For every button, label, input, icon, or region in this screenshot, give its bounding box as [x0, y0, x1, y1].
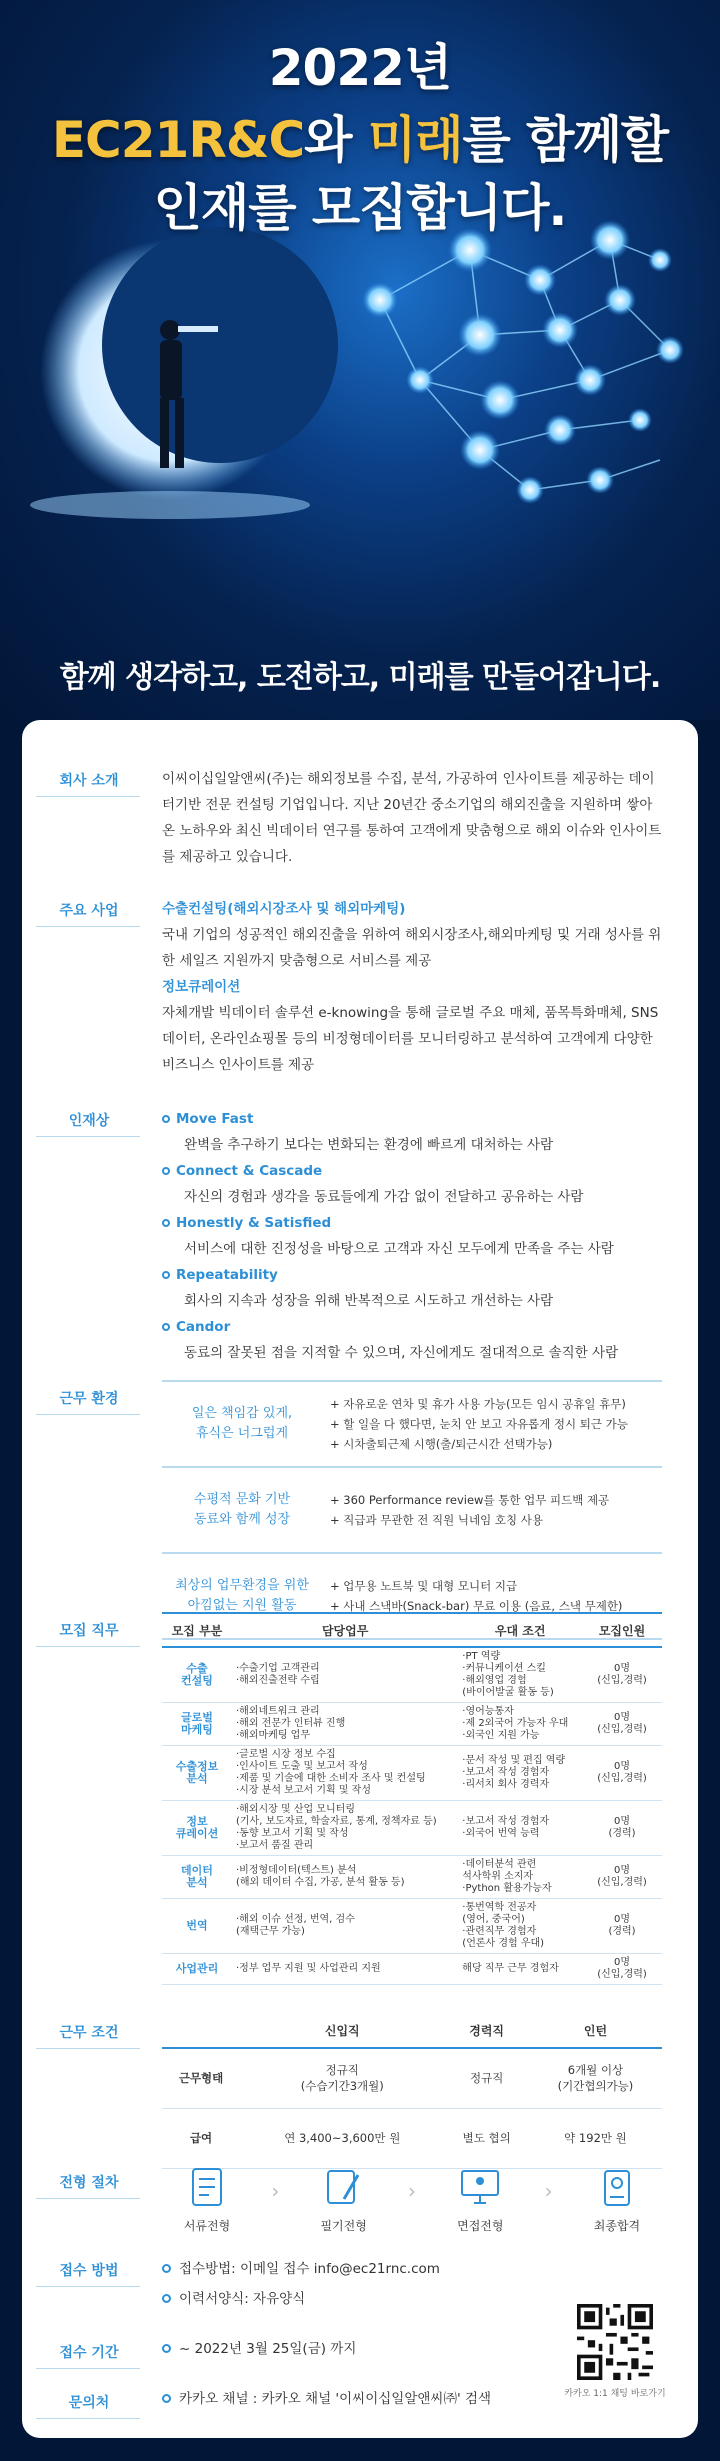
hero-company-name: EC21R&C	[51, 111, 305, 169]
conditions-header	[162, 2014, 240, 2048]
recruit-duty: ·해외 이슈 선정, 번역, 검수 (재택근무 가능)	[232, 1899, 458, 1954]
recruit-count: 0명 (신입,경력)	[582, 1856, 662, 1899]
recruit-category: 데이터 분석	[162, 1856, 232, 1899]
recruit-duty: ·해외네트워크 관리 ·해외 전문가 인터뷰 진행 ·해외마케팅 업무	[232, 1703, 458, 1746]
talent-desc: 동료의 잘못된 점을 지적할 수 있으며, 자신에게도 절대적으로 솔직한 사람	[184, 1345, 619, 1361]
section-label-company: 회사 소개	[36, 770, 142, 797]
section-label-process: 전형 절차	[36, 2172, 142, 2199]
content-card	[22, 720, 698, 2438]
recruit-category: 번역	[162, 1899, 232, 1954]
work-env-body: + 자유로운 연차 및 휴가 사용 가능(모든 임시 공휴일 휴무) + 할 일을 다 했다면, 눈치 안 보고 자유롭게 정시 퇴근 가능 + 시차출퇴근제 시행(출/퇴근시간 선택가능)	[330, 1397, 628, 1451]
work-env-body: + 360 Performance review를 통한 업무 피드백 제공 + 직급과 무관한 전 직원 닉네임 호칭 사용	[330, 1493, 610, 1527]
recruit-preference: ·PT 역량 ·커뮤니케이션 스킬 ·해외영업 경험 (바이어발굴 활동 등)	[458, 1647, 582, 1703]
recruit-duty: ·정부 업무 지원 및 사업관리 지원	[232, 1954, 458, 1985]
moon-glow	[30, 491, 310, 519]
work-env-row	[162, 1468, 662, 1554]
hero-headline-part: 와	[304, 111, 368, 169]
recruit-count: 0명 (신입,경력)	[582, 1746, 662, 1801]
recruit-count: 0명 (신입,경력)	[582, 1647, 662, 1703]
recruit-duty: ·수출기업 고객관리 ·해외진출전략 수립	[232, 1647, 458, 1703]
recruit-header: 모집 부분	[162, 1613, 232, 1647]
bullet-icon	[162, 1219, 170, 1227]
arrow-icon: ›	[271, 2179, 280, 2203]
pencil-icon	[322, 2165, 366, 2209]
business-block	[162, 896, 662, 1078]
recruit-category: 정보 큐레이션	[162, 1801, 232, 1856]
recruit-row	[162, 1954, 662, 1985]
recruit-row	[162, 1746, 662, 1801]
recruit-category: 사업관리	[162, 1954, 232, 1985]
recruit-duty: ·글로벌 시장 정보 수집 ·인사이트 도출 및 보고서 작성 ·제품 및 기술에 대한 소비자 조사 및 컨설팅 ·시장 분석 보고서 기획 및 작성	[232, 1746, 458, 1801]
hero-headline	[0, 100, 720, 172]
recruit-preference: ·영어능통자 ·제 2외국어 가능자 우대 ·외국인 지원 가능	[458, 1703, 582, 1746]
business-text2: 자체개발 빅데이터 솔루션 e-knowing을 통해 글로벌 주요 매체, 품목특화매체, SNS 데이터, 온라인쇼핑몰 등의 비정형데이터를 모니터링하고 분석하여 고객에게 다양한 비즈니스 인사이트를 제공	[162, 1005, 659, 1073]
recruit-header: 우대 조건	[458, 1613, 582, 1647]
qr-label: 카카오 1:1 채팅 바로가기	[564, 2389, 666, 2399]
work-env-body: + 업무용 노트북 및 대형 모니터 지급 + 사내 스낵바(Snack-bar) 무료 이용 (음료, 스낵 무제한)	[330, 1579, 623, 1613]
talent-title: Connect & Cascade	[162, 1158, 662, 1184]
recruit-preference: 해당 직무 근무 경험자	[458, 1954, 582, 1985]
id-badge-icon	[595, 2165, 639, 2209]
talent-desc: 완벽을 추구하기 보다는 변화되는 환경에 빠르게 대처하는 사람	[184, 1137, 554, 1153]
conditions-header: 신입직	[240, 2014, 444, 2048]
bullet-icon	[162, 2294, 171, 2303]
recruit-preference: ·데이터분석 관련 석사학위 소지자 ·Python 활용가능자	[458, 1856, 582, 1899]
apply-resume: 이력서양식: 자유양식	[162, 2284, 662, 2314]
conditions-header: 인턴	[529, 2014, 662, 2048]
monitor-icon	[458, 2165, 502, 2209]
hero-subheadline: 인재를 모집합니다.	[153, 179, 567, 237]
arrow-icon: ›	[407, 2179, 416, 2203]
section-label-work-env: 근무 환경	[36, 1388, 142, 1415]
recruit-row	[162, 1801, 662, 1856]
conditions-header: 경력직	[444, 2014, 529, 2048]
bullet-icon	[162, 1167, 170, 1175]
recruit-duty: ·해외시장 및 산업 모니터링 (기사, 보도자료, 학술자료, 통계, 정책자료 등) ·동향 보고서 기획 및 작성 ·보고서 품질 관리	[232, 1801, 458, 1856]
section-label-contact: 문의처	[36, 2392, 142, 2419]
talent-title: Honestly & Satisfied	[162, 1210, 662, 1236]
business-text1: 국내 기업의 성공적인 해외진출을 위하여 해외시장조사,해외마케팅 및 거래 성사를 위한 세일즈 지원까지 맞춤형으로 서비스를 제공	[162, 927, 662, 969]
arrow-icon: ›	[544, 2179, 553, 2203]
bullet-icon	[162, 1271, 170, 1279]
business-sub1: 수출컨설팅(해외시장조사 및 해외마케팅)	[162, 901, 406, 917]
process-step: 최종합격	[572, 2165, 662, 2234]
recruit-preference: ·통번역학 전공자 (영어, 중국어) ·관련직무 경험자 (언론사 경험 우대)	[458, 1899, 582, 1954]
conditions-row: 급여 연 3,400~3,600만 원 별도 협의 약 192만 원	[162, 2108, 662, 2168]
process-step: 서류전형	[162, 2165, 252, 2234]
process-step: 필기전형	[299, 2165, 389, 2234]
hero-future-word: 미래	[367, 111, 463, 169]
hero-year: 2022년	[268, 39, 452, 97]
recruit-count: 0명 (신입,경력)	[582, 1703, 662, 1746]
talent-desc: 자신의 경험과 생각을 동료들에게 가감 없이 전달하고 공유하는 사람	[184, 1189, 584, 1205]
recruit-row	[162, 1703, 662, 1746]
work-env-head: 최상의 업무환경을 위한 아낌없는 지원 활동	[175, 1578, 309, 1613]
hero-slogan: 함께 생각하고, 도전하고, 미래를 만들어갑니다.	[59, 660, 661, 695]
talent-title: Repeatability	[162, 1262, 662, 1288]
section-label-business: 주요 사업	[36, 900, 142, 927]
recruit-count: 0명 (경력)	[582, 1801, 662, 1856]
talent-title: Move Fast	[162, 1106, 662, 1132]
section-label-talent: 인재상	[36, 1110, 142, 1137]
work-env-table	[162, 1380, 662, 1640]
recruit-count: 0명 (신입,경력)	[582, 1954, 662, 1985]
work-env-row	[162, 1382, 662, 1468]
bullet-icon	[162, 2264, 171, 2273]
talent-desc: 회사의 지속과 성장을 위해 반복적으로 시도하고 개선하는 사람	[184, 1293, 554, 1309]
recruit-category: 글로벌 마케팅	[162, 1703, 232, 1746]
section-label-deadline: 접수 기간	[36, 2342, 142, 2369]
section-label-apply: 접수 방법	[36, 2260, 142, 2287]
section-label-conditions: 근무 조건	[36, 2022, 142, 2049]
deadline-text: ~ 2022년 3월 25일(금) 까지	[162, 2336, 662, 2362]
recruit-header: 담당업무	[232, 1613, 458, 1647]
hero-banner	[0, 0, 720, 720]
qr-code-icon[interactable]	[577, 2304, 653, 2380]
bullet-icon	[162, 1115, 170, 1123]
contact-text: 카카오 채널 : 카카오 채널 '이씨이십일알앤씨㈜' 검색	[162, 2386, 552, 2412]
recruit-category: 수출정보 분석	[162, 1746, 232, 1801]
apply-email: 접수방법: 이메일 접수 info@ec21rnc.com	[162, 2254, 662, 2284]
process-steps	[162, 2165, 662, 2234]
bullet-icon	[162, 2394, 171, 2403]
recruit-table	[162, 1612, 662, 1985]
company-text: 이씨이십일알앤씨(주)는 해외정보를 수집, 분석, 가공하여 인사이트를 제공하는 데이터기반 전문 컨설팅 기업입니다. 지난 20년간 중소기업의 해외진출을 지원하며 쌓아온 노하우와 최신 빅데이터 연구를 통하여 고객에게 맞춤형으로 해외 이슈와 인사이트를 제공하고 있습니다.	[162, 771, 662, 865]
business-sub2: 정보큐레이션	[162, 979, 241, 995]
work-env-head: 일은 책임감 있게, 휴식은 너그럽게	[191, 1406, 293, 1441]
recruit-row	[162, 1856, 662, 1899]
section-label-recruit: 모집 직무	[36, 1620, 142, 1647]
talent-desc: 서비스에 대한 진정성을 바탕으로 고객과 자신 모두에게 만족을 주는 사람	[184, 1241, 614, 1257]
recruit-category: 수출 컨설팅	[162, 1647, 232, 1703]
recruit-duty: ·비정형데이터(텍스트) 분석 (해외 데이터 수집, 가공, 분석 활동 등)	[232, 1856, 458, 1899]
talent-list	[162, 1106, 662, 1366]
conditions-table	[162, 2014, 662, 2169]
bullet-icon	[162, 1323, 170, 1331]
work-env-head: 수평적 문화 기반 동료와 함께 성장	[193, 1492, 291, 1527]
talent-title: Candor	[162, 1314, 662, 1340]
recruit-preference: ·보고서 작성 경험자 ·외국어 번역 능력	[458, 1801, 582, 1856]
recruit-row	[162, 1647, 662, 1703]
document-icon	[185, 2165, 229, 2209]
recruit-row	[162, 1899, 662, 1954]
conditions-row: 근무형태 정규직 (수습기간3개월) 정규직 6개월 이상 (기간협의가능)	[162, 2048, 662, 2108]
recruit-preference: ·문서 작성 및 편집 역량 ·보고서 작성 경험자 ·리서치 회사 경력자	[458, 1746, 582, 1801]
hero-headline-part2: 를 함께할	[462, 111, 669, 169]
process-step: 면접전형	[435, 2165, 525, 2234]
bullet-icon	[162, 2344, 171, 2353]
recruit-header: 모집인원	[582, 1613, 662, 1647]
recruit-count: 0명 (경력)	[582, 1899, 662, 1954]
